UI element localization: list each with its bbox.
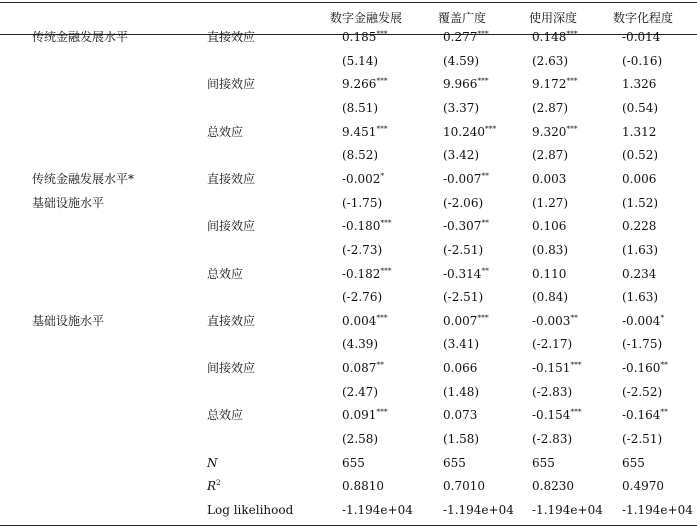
significance-stars: ** (660, 360, 668, 370)
significance-stars: *** (380, 265, 392, 275)
coefficient-cell: 0.106 (532, 219, 567, 234)
column-header: 覆盖广度 (438, 11, 487, 25)
coefficient-cell: 0.066 (443, 361, 478, 376)
significance-stars: *** (380, 218, 392, 228)
t-statistic-cell: (2.87) (532, 148, 569, 163)
effect-label: 直接效应 (207, 171, 256, 186)
t-statistic-cell: (8.52) (342, 148, 379, 163)
coefficient-cell: -0.164** (622, 407, 668, 423)
significance-stars: *** (376, 76, 388, 86)
stat-value: -1.194e+04 (342, 503, 413, 517)
effect-label: 间接效应 (207, 77, 256, 92)
t-statistic-cell: (3.37) (443, 100, 480, 115)
stat-label: Log likelihood (207, 503, 294, 517)
coefficient-cell: 0.148*** (532, 29, 578, 44)
stat-value: -1.194e+04 (622, 503, 693, 517)
stat-label: $R^2$ (207, 478, 221, 494)
t-statistic-cell: (2.63) (532, 53, 569, 68)
t-statistic-cell: (-2.83) (532, 432, 573, 447)
significance-stars: *** (477, 312, 489, 322)
effect-label: 总效应 (207, 408, 244, 423)
significance-stars: *** (566, 76, 578, 86)
coefficient-cell: -0.002* (342, 170, 385, 186)
significance-stars: *** (376, 123, 388, 133)
t-statistic-cell: (2.47) (342, 384, 379, 399)
t-statistic-cell: (-2.83) (532, 384, 573, 399)
t-statistic-cell: (-2.52) (622, 384, 663, 399)
coefficient-cell: -0.182*** (342, 265, 392, 281)
coefficient-cell: -0.160** (622, 360, 668, 376)
t-statistic-cell: (-1.75) (342, 195, 383, 210)
significance-stars: *** (376, 29, 388, 38)
stat-value: -1.194e+04 (532, 503, 603, 517)
coefficient-cell: 9.172*** (532, 76, 578, 92)
coefficient-cell: -0.004* (622, 312, 665, 328)
t-statistic-cell: (-2.51) (622, 432, 663, 447)
t-statistic-cell: (2.58) (342, 432, 379, 447)
coefficient-cell: 1.326 (622, 77, 657, 92)
effect-label: 直接效应 (207, 30, 256, 44)
coefficient-cell: 0.110 (532, 266, 567, 281)
effect-label: 间接效应 (207, 361, 256, 376)
coefficient-cell: -0.307** (443, 218, 489, 234)
significance-stars: * (660, 312, 665, 322)
t-statistic-cell: (1.52) (622, 195, 659, 210)
t-statistic-cell: (-2.17) (532, 337, 573, 352)
coefficient-cell: -0.314** (443, 265, 489, 281)
significance-stars: *** (477, 29, 489, 38)
t-statistic-cell: (0.83) (532, 242, 569, 257)
coefficient-cell: 10.240*** (443, 123, 497, 139)
coefficient-cell: 0.006 (622, 171, 657, 186)
t-statistic-cell: (0.54) (622, 100, 659, 115)
significance-stars: *** (477, 76, 489, 86)
t-statistic-cell: (1.58) (443, 432, 480, 447)
t-statistic-cell: (0.52) (622, 148, 659, 163)
stat-value: 0.7010 (443, 479, 485, 494)
significance-stars: *** (566, 29, 578, 38)
coefficient-cell: 0.073 (443, 408, 478, 423)
coefficient-cell: 9.966*** (443, 76, 489, 92)
t-statistic-cell: (8.51) (342, 100, 379, 115)
t-statistic-cell: (-0.16) (622, 53, 663, 68)
coefficient-cell: -0.154*** (532, 407, 582, 423)
t-statistic-cell: (-2.76) (342, 290, 383, 305)
coefficient-cell: 0.185*** (342, 29, 388, 44)
coefficient-cell: 0.007*** (443, 312, 489, 328)
t-statistic-cell: (1.27) (532, 195, 569, 210)
stat-value: 655 (443, 455, 466, 470)
significance-stars: ** (660, 407, 668, 417)
significance-stars: ** (481, 218, 489, 228)
t-statistic-cell: (2.87) (532, 100, 569, 115)
stat-value: 655 (622, 455, 645, 470)
significance-stars: *** (376, 407, 388, 417)
coefficient-cell: 1.312 (622, 124, 657, 139)
coefficient-cell: 0.003 (532, 171, 567, 186)
effect-label: 直接效应 (207, 313, 256, 328)
t-statistic-cell: (-2.73) (342, 242, 383, 257)
bottom-rule (0, 525, 697, 526)
significance-stars: ** (376, 360, 384, 370)
stat-label: N (207, 455, 218, 470)
coefficient-cell: -0.151*** (532, 360, 582, 376)
coefficient-cell: 0.234 (622, 266, 657, 281)
effect-label: 总效应 (207, 266, 244, 281)
stat-value: 0.8230 (532, 479, 574, 494)
variable-label: 基础设施水平 (32, 195, 105, 210)
coefficient-cell: 0.228 (622, 219, 657, 234)
t-statistic-cell: (3.41) (443, 337, 480, 352)
t-statistic-cell: (-2.51) (443, 290, 484, 305)
t-statistic-cell: (-2.51) (443, 242, 484, 257)
coefficient-cell: -0.014 (622, 30, 661, 44)
effect-label: 间接效应 (207, 219, 256, 234)
significance-stars: * (380, 170, 385, 180)
coefficient-cell: 0.277*** (443, 29, 489, 44)
t-statistic-cell: (3.42) (443, 148, 480, 163)
significance-stars: *** (485, 123, 497, 133)
coefficient-cell: 0.004*** (342, 312, 388, 328)
coefficient-cell: 0.091*** (342, 407, 388, 423)
stat-label-superscript: 2 (216, 478, 221, 488)
t-statistic-cell: (4.39) (342, 337, 379, 352)
column-header: 数字化程度 (613, 11, 674, 25)
t-statistic-cell: (1.63) (622, 242, 659, 257)
variable-label: 基础设施水平 (32, 313, 105, 328)
variable-label: 传统金融发展水平 (32, 30, 129, 44)
coefficient-cell: 9.451*** (342, 123, 388, 139)
t-statistic-cell: (1.48) (443, 384, 480, 399)
significance-stars: *** (570, 407, 582, 417)
stat-value: 0.4970 (622, 479, 664, 494)
top-rule (0, 2, 697, 3)
coefficient-cell: 0.087** (342, 360, 384, 376)
column-header: 使用深度 (529, 11, 578, 25)
stat-value: -1.194e+04 (443, 503, 514, 517)
significance-stars: ** (570, 312, 578, 322)
t-statistic-cell: (-2.06) (443, 195, 484, 210)
coefficient-cell: -0.180*** (342, 218, 392, 234)
column-header: 数字金融发展 (330, 11, 403, 25)
significance-stars: ** (481, 170, 489, 180)
significance-stars: *** (566, 123, 578, 133)
stat-value: 0.8810 (342, 479, 384, 494)
coefficient-cell: 9.320*** (532, 123, 578, 139)
stat-value: 655 (532, 455, 555, 470)
significance-stars: *** (376, 312, 388, 322)
variable-label: 传统金融发展水平* (32, 171, 135, 186)
t-statistic-cell: (0.84) (532, 290, 569, 305)
coefficient-cell: 9.266*** (342, 76, 388, 92)
t-statistic-cell: (5.14) (342, 53, 379, 68)
stat-value: 655 (342, 455, 365, 470)
t-statistic-cell: (1.63) (622, 290, 659, 305)
coefficient-cell: -0.007** (443, 170, 489, 186)
significance-stars: ** (481, 265, 489, 275)
coefficient-cell: -0.003** (532, 312, 578, 328)
t-statistic-cell: (-1.75) (622, 337, 663, 352)
t-statistic-cell: (4.59) (443, 53, 480, 68)
effect-label: 总效应 (207, 124, 244, 139)
significance-stars: *** (570, 360, 582, 370)
